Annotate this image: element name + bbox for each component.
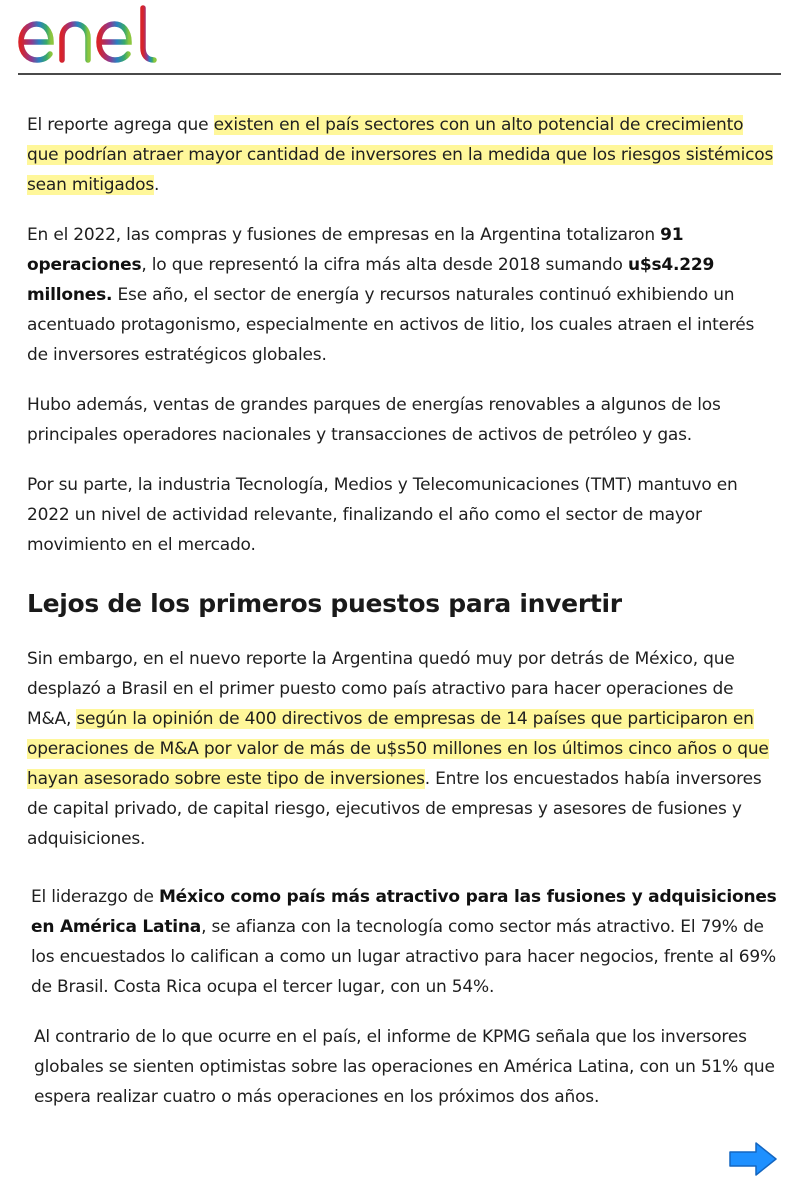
paragraph-text: En el 2022, las compras y fusiones de empresas en la Argentina totalizaron: [27, 225, 661, 245]
highlighted-text: existen en el país sectores con un alto potencial de crecimiento que podrían atraer mayor cantidad de inversores en la medida que los riesgos sistémicos sean mitigados: [27, 115, 774, 195]
paragraph-text: . Entre los encuestados había inversores de capital privado, de capital riesgo, ejecutivos de empresas y asesores de fusiones y adquisiciones.: [27, 769, 762, 849]
highlighted-text: según la opinión de 400 directivos de empresas de 14 países que participaron en operaciones de M&A por valor de más de u$s50 millones en los últimos cinco años o que hayan asesorado sobre este tipo de inversiones: [27, 709, 769, 789]
paragraph-text: El liderazgo de: [31, 887, 159, 907]
enel-logo[interactable]: [17, 4, 187, 66]
paragraph: Hubo además, ventas de grandes parques de energías renovables a algunos de los principales operadores nacionales y transacciones de activos de petróleo y gas.: [27, 395, 721, 445]
paragraph-text: Sin embargo, en el nuevo reporte la Argentina quedó muy por detrás de México, que desplazó a Brasil en el primer puesto como país atractivo para hacer operaciones de M&A,: [27, 649, 735, 729]
paragraph: [27, 220, 777, 370]
paragraph-text: Ese año, el sector de energía y recursos naturales continuó exhibiendo un acentuado protagonismo, especialmente en activos de litio, los cuales atraen el interés de inversores estratégicos globales.: [27, 285, 755, 365]
bold-text: 91 operaciones: [27, 225, 684, 275]
paragraph: Al contrario de lo que ocurre en el país, el informe de KPMG señala que los inversores globales se sienten optimistas sobre las operaciones en América Latina, con un 51% que espera realizar cuatro o más operaciones en los próximos dos años.: [34, 1027, 775, 1107]
paragraph: Por su parte, la industria Tecnología, Medios y Telecomunicaciones (TMT) mantuvo en 2022 un nivel de actividad relevante, finalizando el año como el sector de mayor movimiento en el mercado.: [27, 475, 738, 555]
bold-text: México como país más atractivo para las fusiones y adquisiciones en América Latina: [31, 887, 777, 937]
paragraph-text: , se afianza con la tecnología como sector más atractivo. El 79% de los encuestados lo califican a como un lugar atractivo para hacer negocios, frente al 69% de Brasil. Costa Rica ocupa el tercer lugar, con un 54%.: [31, 917, 776, 997]
section-heading: Lejos de los primeros puestos para invertir: [27, 589, 622, 618]
page-header: [0, 0, 800, 76]
paragraph-text: , lo que representó la cifra más alta desde 2018 sumando: [141, 255, 628, 275]
bold-text: u$s4.229 millones.: [27, 255, 715, 305]
article-body: [27, 110, 777, 1112]
paragraph: [27, 644, 777, 854]
paragraph: [27, 110, 777, 200]
paragraph: [31, 882, 777, 1002]
paragraph-text: El reporte agrega que: [27, 115, 214, 135]
arrow-right-icon[interactable]: [726, 1140, 780, 1178]
paragraph-text: .: [154, 175, 160, 195]
header-divider: [18, 73, 781, 75]
